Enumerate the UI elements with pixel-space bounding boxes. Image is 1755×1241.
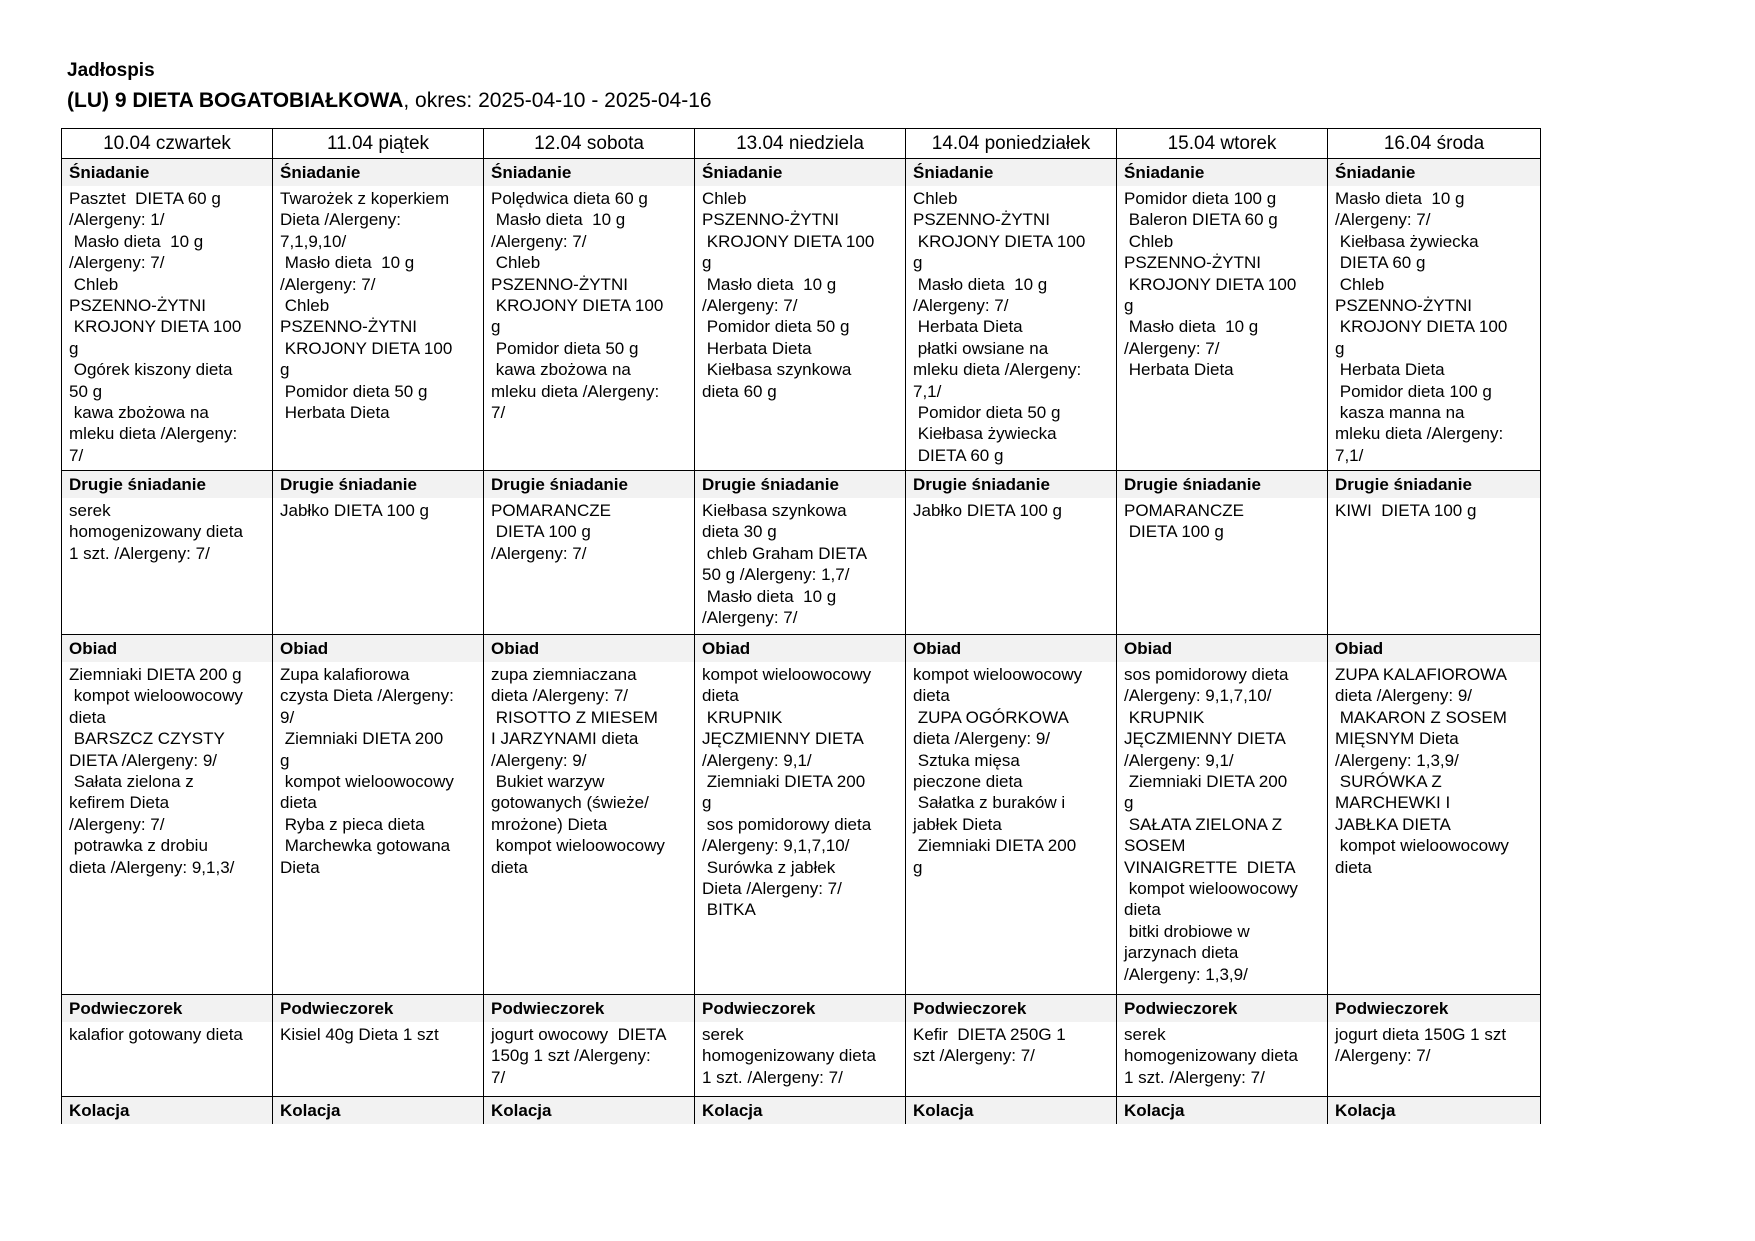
meal-items: kompot wieloowocowy dieta KRUPNIK JĘCZMIENNY DIETA /Alergeny: 9,1/ Ziemniaki DIETA 200 g sos pomidorowy dieta /Alergeny: 9,1,7,10/ Surówka z jabłek Dieta /Alergeny: 7/ BITKA xyxy=(695,662,906,995)
day-header: 11.04 piątek xyxy=(273,129,484,159)
meal-items: serek homogenizowany dieta 1 szt. /Alergeny: 7/ xyxy=(1117,1022,1328,1097)
menu-table xyxy=(61,128,1541,1124)
meal-label: Obiad xyxy=(1328,635,1541,663)
meal-items-row-afternoon-snack xyxy=(62,1022,1541,1097)
meal-label: Obiad xyxy=(484,635,695,663)
page-title: Jadłospis xyxy=(67,60,155,81)
meal-label: Obiad xyxy=(1117,635,1328,663)
meal-label: Obiad xyxy=(695,635,906,663)
page-subtitle xyxy=(67,89,712,113)
meal-label: Obiad xyxy=(273,635,484,663)
meal-items: KIWI DIETA 100 g xyxy=(1328,498,1541,635)
meal-items: Pomidor dieta 100 g Baleron DIETA 60 g Chleb PSZENNO-ŻYTNI KROJONY DIETA 100 g Masło dieta 10 g /Alergeny: 7/ Herbata Dieta xyxy=(1117,186,1328,471)
meal-items: ZUPA KALAFIOROWA dieta /Alergeny: 9/ MAKARON Z SOSEM MIĘSNYM Dieta /Alergeny: 1,3,9/ SURÓWKA Z MARCHEWKI I JABŁKA DIETA kompot wieloowocowy dieta xyxy=(1328,662,1541,995)
meal-label: Podwieczorek xyxy=(484,995,695,1023)
meal-label: Drugie śniadanie xyxy=(484,471,695,499)
meal-items: zupa ziemniaczana dieta /Alergeny: 7/ RISOTTO Z MIESEM I JARZYNAMI dieta /Alergeny: 9/ Bukiet warzyw gotowanych (świeże/ mrożone) Dieta kompot wieloowocowy dieta xyxy=(484,662,695,995)
meal-label: Podwieczorek xyxy=(695,995,906,1023)
day-header: 16.04 środa xyxy=(1328,129,1541,159)
day-header-row xyxy=(62,129,1541,159)
meal-label: Drugie śniadanie xyxy=(1328,471,1541,499)
day-header: 14.04 poniedziałek xyxy=(906,129,1117,159)
meal-label: Drugie śniadanie xyxy=(695,471,906,499)
meal-label-row-lunch xyxy=(62,635,1541,663)
meal-items-row-breakfast xyxy=(62,186,1541,471)
meal-label: Śniadanie xyxy=(273,159,484,187)
meal-label: Kolacja xyxy=(273,1097,484,1125)
meal-label-row-breakfast xyxy=(62,159,1541,187)
meal-items: Zupa kalafiorowa czysta Dieta /Alergeny: 9/ Ziemniaki DIETA 200 g kompot wieloowocowy dieta Ryba z pieca dieta Marchewka gotowana Dieta xyxy=(273,662,484,995)
meal-label: Drugie śniadanie xyxy=(62,471,273,499)
meal-label: Drugie śniadanie xyxy=(273,471,484,499)
meal-label: Śniadanie xyxy=(484,159,695,187)
diet-name: (LU) 9 DIETA BOGATOBIAŁKOWA xyxy=(67,89,404,112)
meal-label: Kolacja xyxy=(695,1097,906,1125)
meal-label: Podwieczorek xyxy=(62,995,273,1023)
meal-label: Drugie śniadanie xyxy=(906,471,1117,499)
meal-label: Śniadanie xyxy=(695,159,906,187)
meal-label: Kolacja xyxy=(62,1097,273,1125)
meal-items: Chleb PSZENNO-ŻYTNI KROJONY DIETA 100 g Masło dieta 10 g /Alergeny: 7/ Pomidor dieta 50 g Herbata Dieta Kiełbasa szynkowa dieta 60 g xyxy=(695,186,906,471)
meal-label: Kolacja xyxy=(1328,1097,1541,1125)
meal-items: kalafior gotowany dieta xyxy=(62,1022,273,1097)
meal-label-row-afternoon-snack xyxy=(62,995,1541,1023)
meal-items: Pasztet DIETA 60 g /Alergeny: 1/ Masło dieta 10 g /Alergeny: 7/ Chleb PSZENNO-ŻYTNI KROJONY DIETA 100 g Ogórek kiszony dieta 50 g kawa zbożowa na mleku dieta /Alergeny: 7/ xyxy=(62,186,273,471)
meal-items: sos pomidorowy dieta /Alergeny: 9,1,7,10/ KRUPNIK JĘCZMIENNY DIETA /Alergeny: 9,1/ Ziemniaki DIETA 200 g SAŁATA ZIELONA Z SOSEM VINAIGRETTE DIETA kompot wieloowocowy dieta bitki drobiowe w jarzynach dieta /Alergeny: 1,3,9/ xyxy=(1117,662,1328,995)
meal-label: Śniadanie xyxy=(62,159,273,187)
meal-label: Podwieczorek xyxy=(1117,995,1328,1023)
meal-items: serek homogenizowany dieta 1 szt. /Alergeny: 7/ xyxy=(695,1022,906,1097)
meal-label: Drugie śniadanie xyxy=(1117,471,1328,499)
meal-items: serek homogenizowany dieta 1 szt. /Alergeny: 7/ xyxy=(62,498,273,635)
period: , okres: 2025-04-10 - 2025-04-16 xyxy=(403,89,712,112)
meal-items: jogurt owocowy DIETA 150g 1 szt /Alergeny: 7/ xyxy=(484,1022,695,1097)
meal-items-row-second-breakfast xyxy=(62,498,1541,635)
meal-items: Kefir DIETA 250G 1 szt /Alergeny: 7/ xyxy=(906,1022,1117,1097)
meal-items: Kiełbasa szynkowa dieta 30 g chleb Graham DIETA 50 g /Alergeny: 1,7/ Masło dieta 10 g /Alergeny: 7/ xyxy=(695,498,906,635)
meal-label: Śniadanie xyxy=(1117,159,1328,187)
meal-items: Kisiel 40g Dieta 1 szt xyxy=(273,1022,484,1097)
meal-items: kompot wieloowocowy dieta ZUPA OGÓRKOWA dieta /Alergeny: 9/ Sztuka mięsa pieczone dieta Sałatka z buraków i jabłek Dieta Ziemniaki DIETA 200 g xyxy=(906,662,1117,995)
meal-items: Polędwica dieta 60 g Masło dieta 10 g /Alergeny: 7/ Chleb PSZENNO-ŻYTNI KROJONY DIETA 100 g Pomidor dieta 50 g kawa zbożowa na mleku dieta /Alergeny: 7/ xyxy=(484,186,695,471)
meal-label: Kolacja xyxy=(906,1097,1117,1125)
day-header: 13.04 niedziela xyxy=(695,129,906,159)
meal-items: Chleb PSZENNO-ŻYTNI KROJONY DIETA 100 g Masło dieta 10 g /Alergeny: 7/ Herbata Dieta płatki owsiane na mleku dieta /Alergeny: 7,1/ Pomidor dieta 50 g Kiełbasa żywiecka DIETA 60 g xyxy=(906,186,1117,471)
meal-label: Podwieczorek xyxy=(906,995,1117,1023)
meal-items: Jabłko DIETA 100 g xyxy=(906,498,1117,635)
meal-label: Obiad xyxy=(62,635,273,663)
meal-items: Jabłko DIETA 100 g xyxy=(273,498,484,635)
meal-items: POMARANCZE DIETA 100 g xyxy=(1117,498,1328,635)
meal-label: Podwieczorek xyxy=(273,995,484,1023)
meal-items: jogurt dieta 150G 1 szt /Alergeny: 7/ xyxy=(1328,1022,1541,1097)
meal-label-row-second-breakfast xyxy=(62,471,1541,499)
meal-label: Podwieczorek xyxy=(1328,995,1541,1023)
meal-items: Twarożek z koperkiem Dieta /Alergeny: 7,1,9,10/ Masło dieta 10 g /Alergeny: 7/ Chleb PSZENNO-ŻYTNI KROJONY DIETA 100 g Pomidor dieta 50 g Herbata Dieta xyxy=(273,186,484,471)
meal-label: Śniadanie xyxy=(906,159,1117,187)
meal-label: Kolacja xyxy=(1117,1097,1328,1125)
meal-label: Kolacja xyxy=(484,1097,695,1125)
meal-items: POMARANCZE DIETA 100 g /Alergeny: 7/ xyxy=(484,498,695,635)
meal-items-row-lunch xyxy=(62,662,1541,995)
day-header: 12.04 sobota xyxy=(484,129,695,159)
meal-items: Ziemniaki DIETA 200 g kompot wieloowocowy dieta BARSZCZ CZYSTY DIETA /Alergeny: 9/ Sałata zielona z kefirem Dieta /Alergeny: 7/ potrawka z drobiu dieta /Alergeny: 9,1,3/ xyxy=(62,662,273,995)
meal-label: Obiad xyxy=(906,635,1117,663)
day-header: 15.04 wtorek xyxy=(1117,129,1328,159)
day-header: 10.04 czwartek xyxy=(62,129,273,159)
meal-items: Masło dieta 10 g /Alergeny: 7/ Kiełbasa żywiecka DIETA 60 g Chleb PSZENNO-ŻYTNI KROJONY DIETA 100 g Herbata Dieta Pomidor dieta 100 g kasza manna na mleku dieta /Alergeny: 7,1/ xyxy=(1328,186,1541,471)
meal-label: Śniadanie xyxy=(1328,159,1541,187)
meal-label-row-dinner xyxy=(62,1097,1541,1125)
